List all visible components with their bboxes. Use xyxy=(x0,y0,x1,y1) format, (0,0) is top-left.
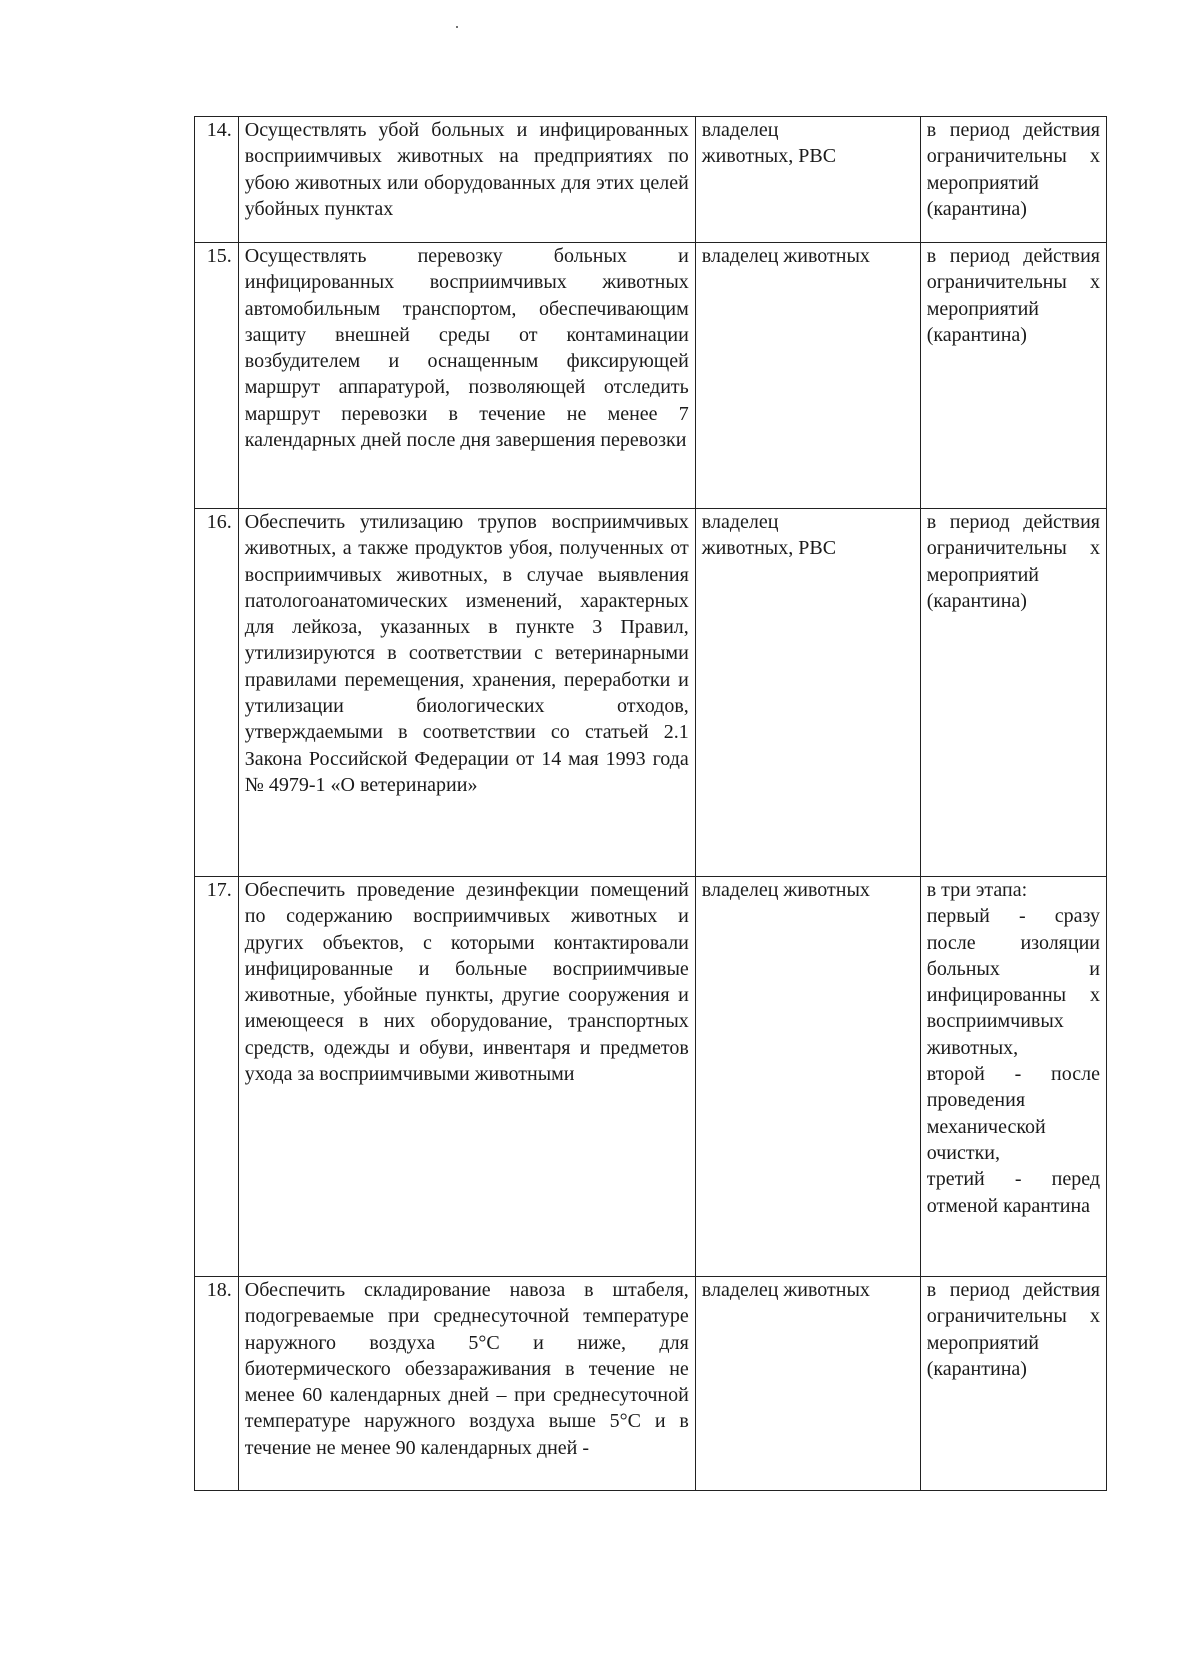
action-text: Осуществлять перевозку больных и инфицированных восприимчивых животных автомобильным транспортом, обеспечивающим защиту внешней среды от контаминации возбудителем и оснащенным фиксирующей маршрут аппаратурой, позволяющей отследить маршрут перевозки в течение не менее 7 календарных дней после дня завершения перевозки xyxy=(244,245,689,452)
deadline-cell xyxy=(920,1277,1106,1491)
row-number: 17. xyxy=(195,877,239,1277)
row-number: 14. xyxy=(195,117,239,243)
responsible-text: владелец животных, РВС xyxy=(701,119,837,168)
row-number: 16. xyxy=(195,509,239,877)
row-number: 18. xyxy=(195,1277,239,1491)
action-cell xyxy=(238,1277,695,1491)
deadline-text: в период действия ограничительны х мероприятий (карантина) xyxy=(926,245,1100,346)
responsible-text: владелец животных xyxy=(701,245,870,267)
table-row xyxy=(195,509,1107,877)
deadline-text: в период действия ограничительны х мероприятий (карантина) xyxy=(926,511,1100,612)
scan-speck xyxy=(456,26,458,28)
table-row xyxy=(195,877,1107,1277)
deadline-cell xyxy=(920,877,1106,1277)
deadline-cell xyxy=(920,243,1106,509)
action-text: Обеспечить утилизацию трупов восприимчивых животных, а также продуктов убоя, полученных от восприимчивых животных, в случае выявления патологоанатомических изменений, характерных для лейкоза, указанных в пункте 3 Правил, утилизируются в соответствии с ветеринарными правилами перемещения, хранения, переработки и утилизации биологических отходов, утверждаемыми в соответствии со статьей 2.1 Закона Российской Федерации от 14 мая 1993 года № 4979-1 «О ветеринарии» xyxy=(244,511,689,796)
deadline-cell xyxy=(920,509,1106,877)
responsible-cell xyxy=(695,243,920,509)
responsible-text: владелец животных, РВС xyxy=(701,511,837,560)
deadline-text: в период действия ограничительны х мероприятий (карантина) xyxy=(926,119,1100,220)
table-row xyxy=(195,117,1107,243)
action-cell xyxy=(238,877,695,1277)
action-cell xyxy=(238,509,695,877)
action-text: Осуществлять убой больных и инфицированных восприимчивых животных на предприятиях по убою животных или оборудованных для этих целей убойных пунктах xyxy=(244,119,689,220)
action-text: Обеспечить складирование навоза в штабеля, подогреваемые при среднесуточной температуре наружного воздуха 5°С и ниже, для биотермического обеззараживания в течение не менее 60 календарных дней – при среднесуточной температуре наружного воздуха выше 5°С и в течение не менее 90 календарных дней - xyxy=(244,1279,689,1459)
deadline-text: в период действия ограничительны х мероприятий (карантина) xyxy=(926,1279,1100,1380)
measures-table xyxy=(194,116,1107,1491)
responsible-cell xyxy=(695,509,920,877)
action-cell xyxy=(238,243,695,509)
responsible-text: владелец животных xyxy=(701,1279,870,1301)
row-number: 15. xyxy=(195,243,239,509)
responsible-cell xyxy=(695,117,920,243)
deadline-text: в три этапа: первый - сразу после изоляции больных и инфицированны х восприимчивых животных, второй - после проведения механической очистки, третий - перед отменой карантина xyxy=(926,879,1100,1217)
action-cell xyxy=(238,117,695,243)
responsible-cell xyxy=(695,877,920,1277)
table-row xyxy=(195,243,1107,509)
table-row xyxy=(195,1277,1107,1491)
action-text: Обеспечить проведение дезинфекции помещений по содержанию восприимчивых животных и других объектов, с которыми контактировали инфицированные и больные восприимчивые животные, убойные пункты, другие сооружения и имеющееся в них оборудование, транспортных средств, одежды и обуви, инвентаря и предметов ухода за восприимчивыми животными xyxy=(244,879,689,1086)
deadline-cell xyxy=(920,117,1106,243)
responsible-cell xyxy=(695,1277,920,1491)
responsible-text: владелец животных xyxy=(701,879,870,901)
